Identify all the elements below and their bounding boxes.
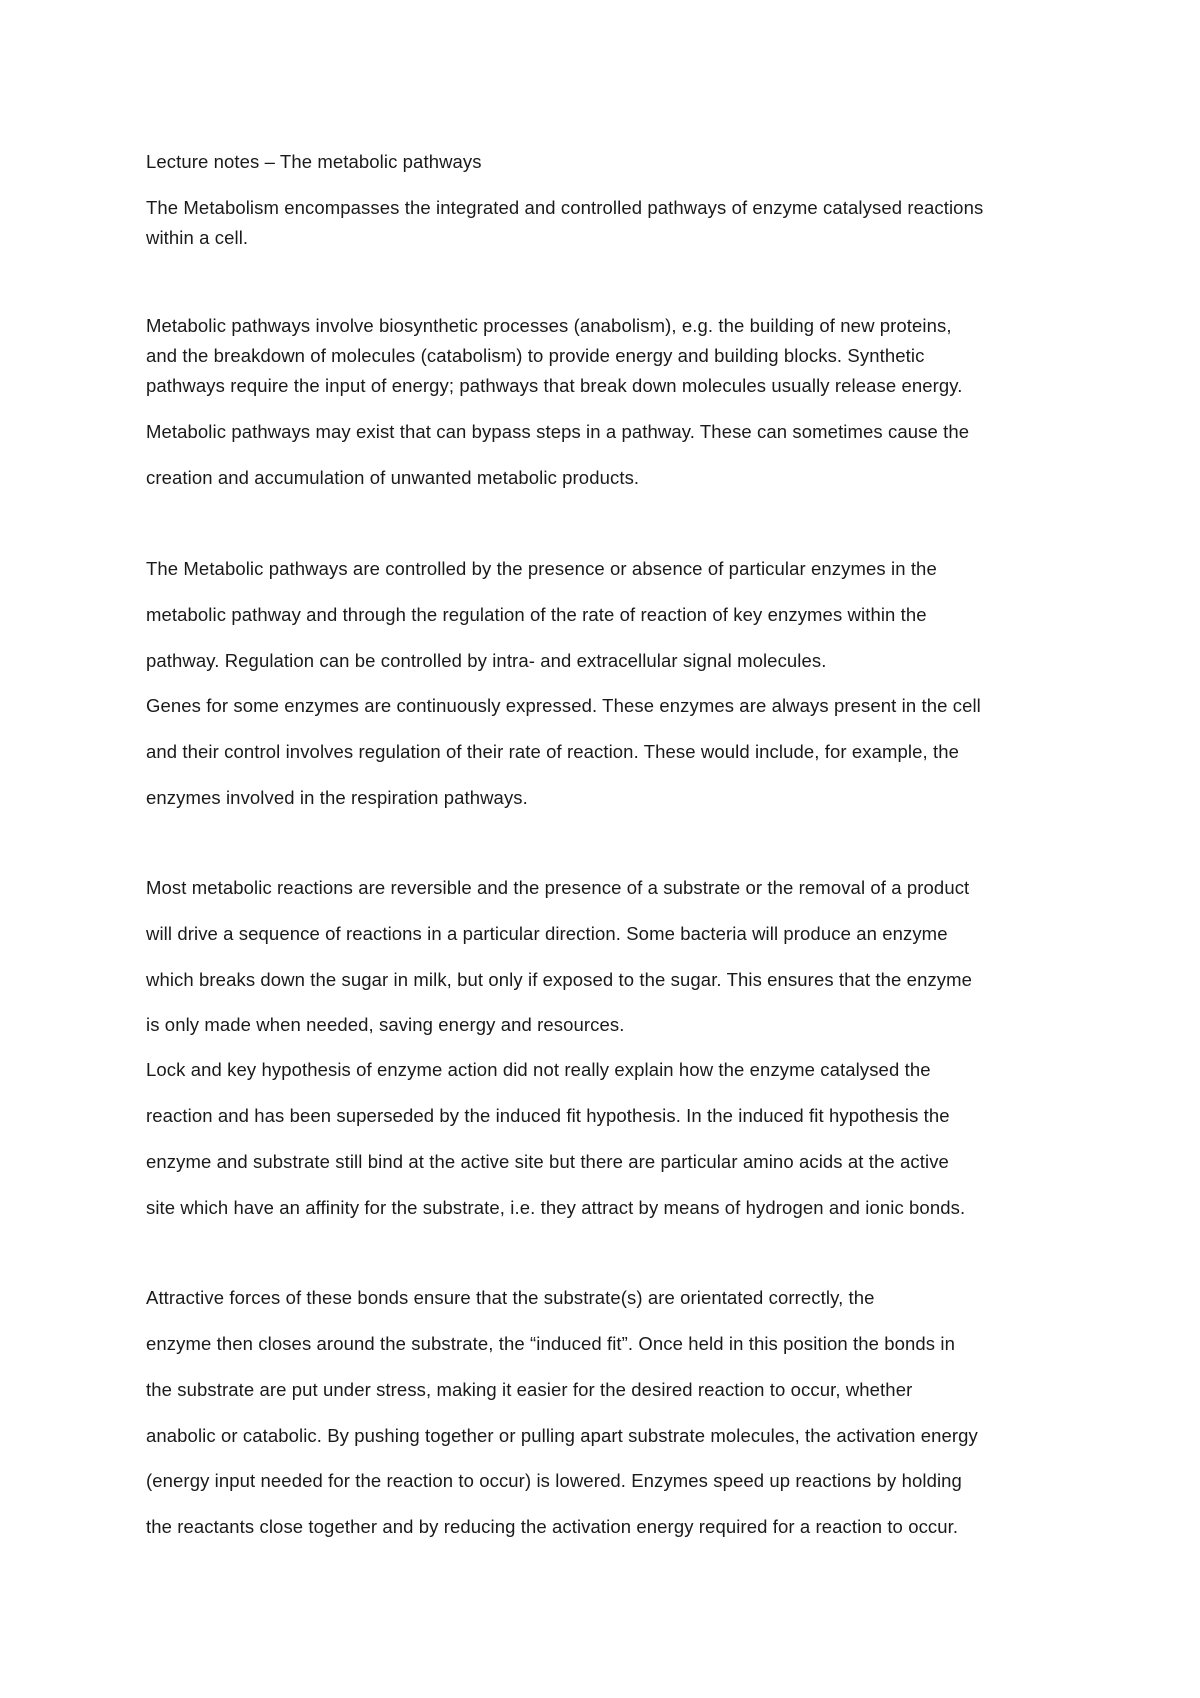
text-line: reaction and has been superseded by the induced fit hypothesis. In the induced fit hypothesis the [146, 1105, 950, 1126]
text-line: anabolic or catabolic. By pushing together or pulling apart substrate molecules, the activation energy [146, 1425, 978, 1446]
text-line: the reactants close together and by reducing the activation energy required for a reaction to occur. [146, 1516, 959, 1537]
text-line: pathway. Regulation can be controlled by intra- and extracellular signal molecules. [146, 650, 827, 671]
text-line: creation and accumulation of unwanted metabolic products. [146, 467, 640, 488]
text-line: within a cell. [146, 227, 249, 248]
text-line: pathways require the input of energy; pathways that break down molecules usually release energy. [146, 375, 963, 396]
text-line: is only made when needed, saving energy and resources. [146, 1014, 625, 1035]
text-line: Attractive forces of these bonds ensure that the substrate(s) are orientated correctly, the [146, 1287, 875, 1308]
text-line: (energy input needed for the reaction to occur) is lowered. Enzymes speed up reactions by holding [146, 1470, 962, 1491]
text-line: and the breakdown of molecules (catabolism) to provide energy and building blocks. Synthetic [146, 345, 925, 366]
text-line: The Metabolism encompasses the integrated and controlled pathways of enzyme catalysed reactions [146, 197, 984, 218]
text-line: the substrate are put under stress, making it easier for the desired reaction to occur, whether [146, 1379, 913, 1400]
text-line: metabolic pathway and through the regulation of the rate of reaction of key enzymes within the [146, 604, 927, 625]
text-line: site which have an affinity for the substrate, i.e. they attract by means of hydrogen and ionic bonds. [146, 1197, 966, 1218]
text-line: enzyme and substrate still bind at the active site but there are particular amino acids at the active [146, 1151, 949, 1172]
text-line: and their control involves regulation of their rate of reaction. These would include, for example, the [146, 741, 960, 762]
document-title: Lecture notes – The metabolic pathways [146, 151, 482, 172]
text-line: Genes for some enzymes are continuously expressed. These enzymes are always present in the cell [146, 695, 981, 716]
text-line: which breaks down the sugar in milk, but only if exposed to the sugar. This ensures that the enzyme [146, 969, 973, 990]
text-line: Most metabolic reactions are reversible and the presence of a substrate or the removal of a product [146, 877, 970, 898]
text-line: enzyme then closes around the substrate, the “induced fit”. Once held in this position the bonds in [146, 1333, 955, 1354]
text-line: The Metabolic pathways are controlled by the presence or absence of particular enzymes in the [146, 558, 937, 579]
text-line: will drive a sequence of reactions in a particular direction. Some bacteria will produce an enzyme [146, 923, 948, 944]
text-line: enzymes involved in the respiration pathways. [146, 787, 528, 808]
text-line: Lock and key hypothesis of enzyme action did not really explain how the enzyme catalysed the [146, 1059, 931, 1080]
text-line: Metabolic pathways may exist that can bypass steps in a pathway. These can sometimes cause the [146, 421, 970, 442]
text-line: Metabolic pathways involve biosynthetic processes (anabolism), e.g. the building of new proteins, [146, 315, 952, 336]
